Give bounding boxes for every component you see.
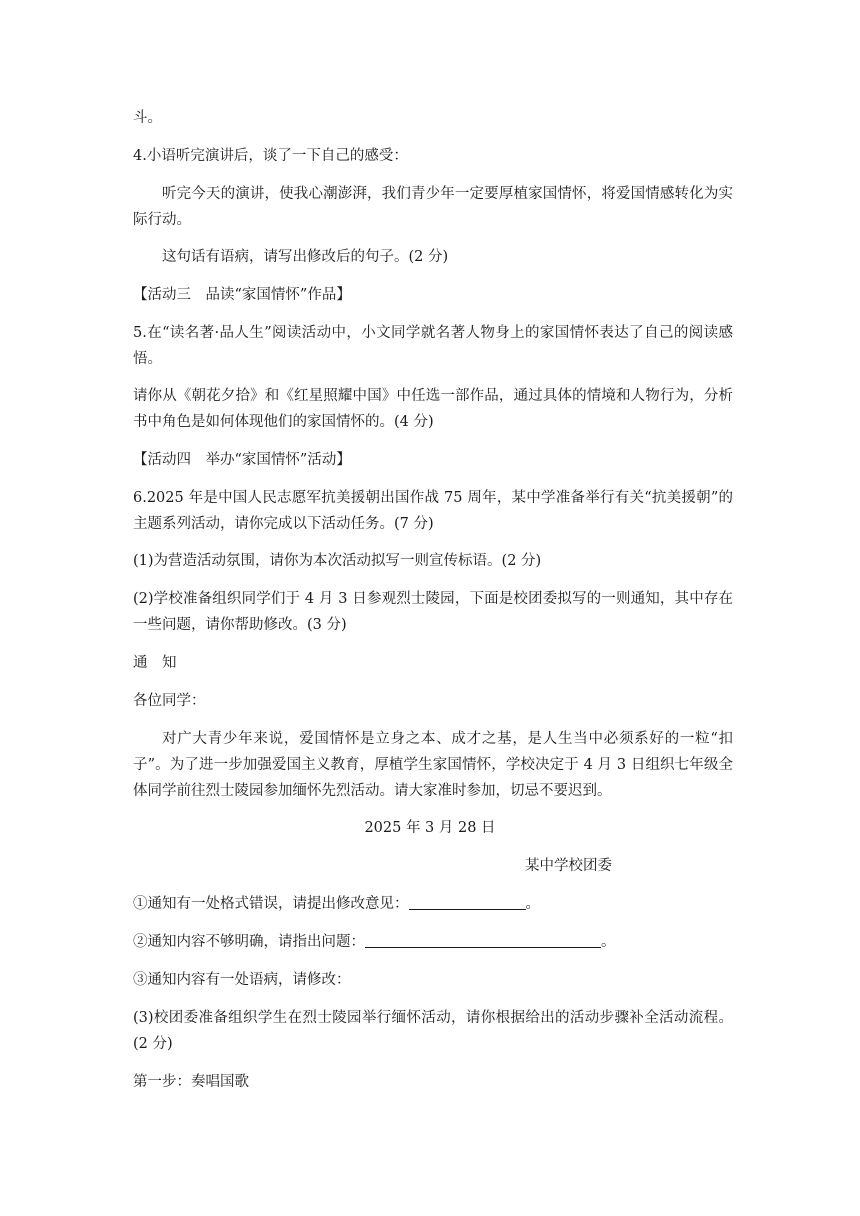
question-6-sub2: (2)学校准备组织同学们于 4 月 3 日参观烈士陵园，下面是校团委拟写的一则通知，其中存在一些问题，请你帮助修改。(3 分)	[133, 591, 733, 633]
question-4-quote: 听完今天的演讲，使我心潮澎湃，我们青少年一定要厚植家国情怀，将爱国情感转化为实际行动。	[133, 186, 733, 228]
item-2	[133, 929, 733, 955]
activity-4-heading: 【活动四 举办“家国情怀”活动】	[133, 452, 351, 468]
step-1: 第一步：奏唱国歌	[133, 1074, 249, 1090]
item-1	[133, 891, 733, 917]
question-4-title: 4.小语听完演讲后，谈了一下自己的感受：	[133, 148, 408, 164]
question-4-task: 这句话有语病，请写出修改后的句子。(2 分)	[162, 249, 449, 265]
question-6-sub1: (1)为营造活动氛围，请你为本次活动拟写一则宣传标语。(2 分)	[133, 553, 542, 569]
notice-title: 通 知	[133, 655, 177, 671]
notice-body: 对广大青少年来说，爱国情怀是立身之本、成才之基，是人生当中必须系好的一粒“扣子”。为了进一步加强爱国主义教育，厚植学生家国情怀，学校决定于 4 月 3 日组织七年级全体同学前往烈士陵园参加缅怀先烈活动。请大家准时参加，切忌不要迟到。	[133, 731, 733, 799]
answer-blank-2[interactable]	[365, 933, 601, 948]
question-6-sub3: (3)校团委准备组织学生在烈士陵园举行缅怀活动，请你根据给出的活动步骤补全活动流程。(2 分)	[133, 1010, 733, 1052]
item-2-prompt: ②通知内容不够明确，请指出问题：	[133, 934, 365, 950]
question-5-task: 请你从《朝花夕拾》和《红星照耀中国》中任选一部作品，通过具体的情境和人物行为，分析书中角色是如何体现他们的家国情怀的。(4 分)	[133, 388, 733, 430]
notice-date: 2025 年 3 月 28 日	[364, 820, 496, 836]
item-1-prompt: ①通知有一处格式错误，请提出修改意见：	[133, 896, 409, 912]
notice-signature: 某中学校团委	[525, 858, 612, 874]
question-6-title: 6.2025 年是中国人民志愿军抗美援朝出国作战 75 周年，某中学准备举行有关“抗美援朝”的主题系列活动，请你完成以下活动任务。(7 分)	[133, 490, 733, 532]
continuation-text: 斗。	[133, 110, 162, 126]
question-5-title: 5.在“读名著·品人生”阅读活动中，小文同学就名著人物身上的家国情怀表达了自己的阅读感悟。	[133, 325, 733, 367]
item-2-end: 。	[601, 934, 616, 950]
notice-salutation: 各位同学：	[133, 693, 206, 709]
item-3: ③通知内容有一处语病，请修改：	[133, 972, 351, 988]
activity-3-heading: 【活动三 品读“家国情怀”作品】	[133, 287, 351, 303]
answer-blank-1[interactable]	[409, 895, 526, 910]
item-1-end: 。	[525, 896, 540, 912]
